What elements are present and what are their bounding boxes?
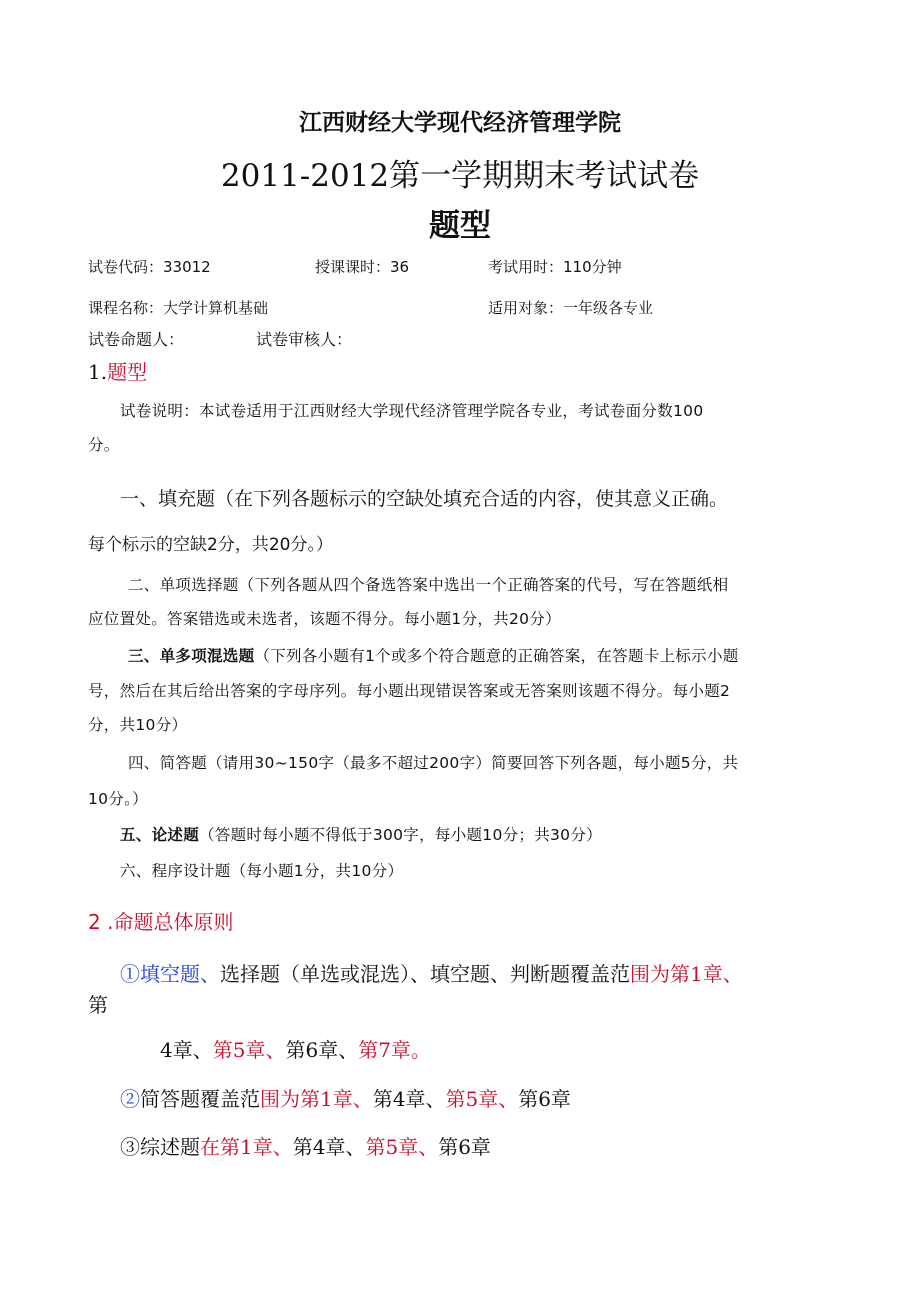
question-3-line-3: 分，共10分） xyxy=(88,716,188,734)
question-4-line-1: 四、简答题（请用30~150字（最多不超过200字）简要回答下列各题，每小题5分，共 xyxy=(128,754,739,772)
section-2-heading: 2 .命题总体原则 xyxy=(88,910,234,934)
question-3-desc: （下列各小题有1个或多个符合题意的正确答案，在答题卡上标示小题 xyxy=(254,647,739,665)
chapter-6: 第6章 xyxy=(518,1087,571,1111)
target-audience: 适用对象：一年级各专业 xyxy=(488,299,654,317)
principle-3-marker: ③综述题 xyxy=(120,1135,200,1159)
school-title: 江西财经大学现代经济管理学院 xyxy=(299,110,621,136)
class-hours: 授课课时：36 xyxy=(315,258,410,276)
principle-2-text: 简答题覆盖范 xyxy=(140,1087,260,1111)
paper-reviewer: 试卷审核人： xyxy=(256,330,353,349)
question-1-line-2: 每个标示的空缺2分，共20分。） xyxy=(88,535,333,555)
principle-1-line-2: 第 xyxy=(88,993,108,1017)
paper-code: 试卷代码：33012 xyxy=(88,258,211,276)
exam-description-line-1: 试卷说明：本试卷适用于江西财经大学现代经济管理学院各专业，考试卷面分数100 xyxy=(120,402,704,420)
principle-1-range: 围为第1章、 xyxy=(630,962,743,986)
principle-3-line xyxy=(120,1131,491,1160)
principle-1-line-1 xyxy=(120,958,743,987)
chapter-6: 第6章 xyxy=(438,1135,491,1159)
section-1-heading xyxy=(88,356,147,385)
chapter-6: 第6章、 xyxy=(285,1038,359,1062)
question-2-line-1: 二、单项选择题（下列各题从四个备选答案中选出一个正确答案的代号，写在答题纸相 xyxy=(128,576,729,594)
principle-1-fill-blank: ①填空题、 xyxy=(120,962,220,986)
chapter-4: 第4章、 xyxy=(292,1135,366,1159)
question-5-heading: 五、论述题 xyxy=(120,826,200,844)
chapter-4: 4章、 xyxy=(160,1038,213,1062)
question-2-line-2: 应位置处。答案错选或未选者，该题不得分。每小题1分，共20分） xyxy=(88,610,561,628)
exam-description-line-2: 分。 xyxy=(88,436,120,454)
question-4-line-2: 10分。） xyxy=(88,790,148,808)
principle-3-prefix: 在第 xyxy=(200,1135,240,1159)
question-3-line-2: 号，然后在其后给出答案的字母序列。每小题出现错误答案或无答案则该题不得分。每小题2 xyxy=(88,682,731,700)
section-1-number: 1. xyxy=(88,360,108,384)
question-3-line-1 xyxy=(128,644,739,666)
chapter-1: 1章、 xyxy=(320,1087,373,1111)
question-5-line xyxy=(120,823,602,845)
question-type-title: 题型 xyxy=(429,208,491,244)
chapter-5: 第5章、 xyxy=(445,1087,519,1111)
course-name: 课程名称：大学计算机基础 xyxy=(88,299,269,317)
principle-2-range-prefix: 围为第 xyxy=(260,1087,320,1111)
principle-2-line xyxy=(120,1083,571,1112)
exam-term-title: 2011-2012第一学期期末考试试卷 xyxy=(220,158,700,194)
question-6-line: 六、程序设计题（每小题1分，共10分） xyxy=(120,862,404,880)
chapter-5: 第5章、 xyxy=(212,1038,286,1062)
principle-2-marker: ② xyxy=(120,1087,140,1111)
principle-1-text: 选择题（单选或混选）、填空题、判断题覆盖范 xyxy=(220,962,630,986)
question-5-desc: （答题时每小题不得低于300字，每小题10分；共30分） xyxy=(199,826,602,844)
chapter-5: 第5章、 xyxy=(365,1135,439,1159)
principle-1-line-3 xyxy=(160,1034,431,1063)
question-1-line-1: 一、填充题（在下列各题标示的空缺处填充合适的内容，使其意义正确。 xyxy=(120,488,729,510)
question-3-heading: 三、单多项混选题 xyxy=(128,647,255,665)
paper-author: 试卷命题人： xyxy=(88,330,185,349)
section-1-title: 题型 xyxy=(107,360,148,384)
chapter-1: 1章、 xyxy=(240,1135,293,1159)
chapter-4: 第4章、 xyxy=(372,1087,446,1111)
chapter-7: 第7章。 xyxy=(358,1038,431,1062)
exam-time: 考试用时：110分钟 xyxy=(488,258,622,276)
